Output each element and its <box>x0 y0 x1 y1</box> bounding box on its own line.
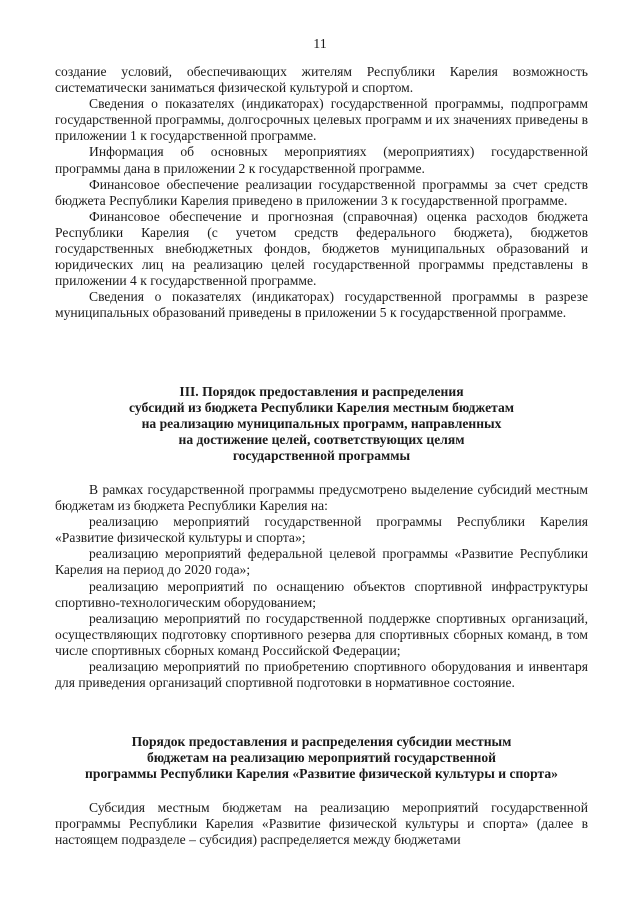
heading-line: на достижение целей, соответствующих целям <box>178 432 465 448</box>
heading-line: III. Порядок предоставления и распределения <box>179 384 464 399</box>
subsidies-text-block <box>55 482 588 691</box>
paragraph: Финансовое обеспечение и прогнозная (справочная) оценка расходов бюджета Республики Карелия (с учетом средств федерального бюджета), бюджетов государственных внебюджетных фондов, бюджетов муниципальных образований и юридических лиц на реализацию целей государственной программы представлены в приложении 4 к государственной программе. <box>55 208 588 289</box>
list-item: реализацию мероприятий федеральной целевой программы «Развитие Республики Карелия на период до 2020 года»; <box>55 546 588 578</box>
heading-line: бюджетам на реализацию мероприятий государственной <box>146 750 496 766</box>
list-item: реализацию мероприятий по оснащению объектов спортивной инфраструктуры спортивно-технологическим оборудованием; <box>55 578 588 610</box>
heading-line: программы Республики Карелия «Развитие физической культуры и спорта» <box>85 766 558 782</box>
heading-line: на реализацию муниципальных программ, направленных <box>141 416 502 432</box>
paragraph: Сведения о показателях (индикаторах) государственной программы, подпрограмм государственной программы, долгосрочных целевых программ и их значениях приведены в приложении 1 к государственной программе. <box>55 96 588 144</box>
paragraph: В рамках государственной программы предусмотрено выделение субсидий местным бюджетам из бюджета Республики Карелия на: <box>55 482 588 514</box>
page-number: 11 <box>313 37 327 52</box>
section-3-heading <box>55 384 588 464</box>
list-item: реализацию мероприятий по государственной поддержке спортивных организаций, осуществляющих подготовку спортивного резерва для спортивных сборных команд, в том числе спортивных сборных команд Российской Федерации; <box>55 610 588 658</box>
paragraph: Сведения о показателях (индикаторах) государственной программы в разрезе муниципальных образований приведены в приложении 5 к государственной программе. <box>55 289 588 321</box>
paragraph: Субсидия местным бюджетам на реализацию мероприятий государственной программы Республики Карелия «Развитие физической культуры и спорта» (далее в настоящем подразделе – субсидия) распределяется между бюджетами <box>55 800 588 848</box>
heading-line: субсидий из бюджета Республики Карелия местным бюджетам <box>128 400 515 416</box>
list-item: реализацию мероприятий по приобретению спортивного оборудования и инвентаря для приведения организаций спортивной подготовки в нормативное состояние. <box>55 659 588 691</box>
paragraph: Финансовое обеспечение реализации государственной программы за счет средств бюджета Республики Карелия приведено в приложении 3 к государственной программе. <box>55 176 588 208</box>
list-item: реализацию мероприятий государственной программы Республики Карелия «Развитие физической культуры и спорта»; <box>55 514 588 546</box>
heading-line: государственной программы <box>232 448 411 464</box>
heading-line: Порядок предоставления и распределения субсидии местным <box>131 734 512 749</box>
subsection-heading <box>55 734 588 782</box>
intro-text-block <box>55 64 588 322</box>
subsection-text-block <box>55 800 588 848</box>
paragraph: создание условий, обеспечивающих жителям Республики Карелия возможность систематически заниматься физической культурой и спортом. <box>55 64 588 96</box>
paragraph: Информация об основных мероприятиях (мероприятиях) государственной программы дана в приложении 2 к государственной программе. <box>55 144 588 176</box>
